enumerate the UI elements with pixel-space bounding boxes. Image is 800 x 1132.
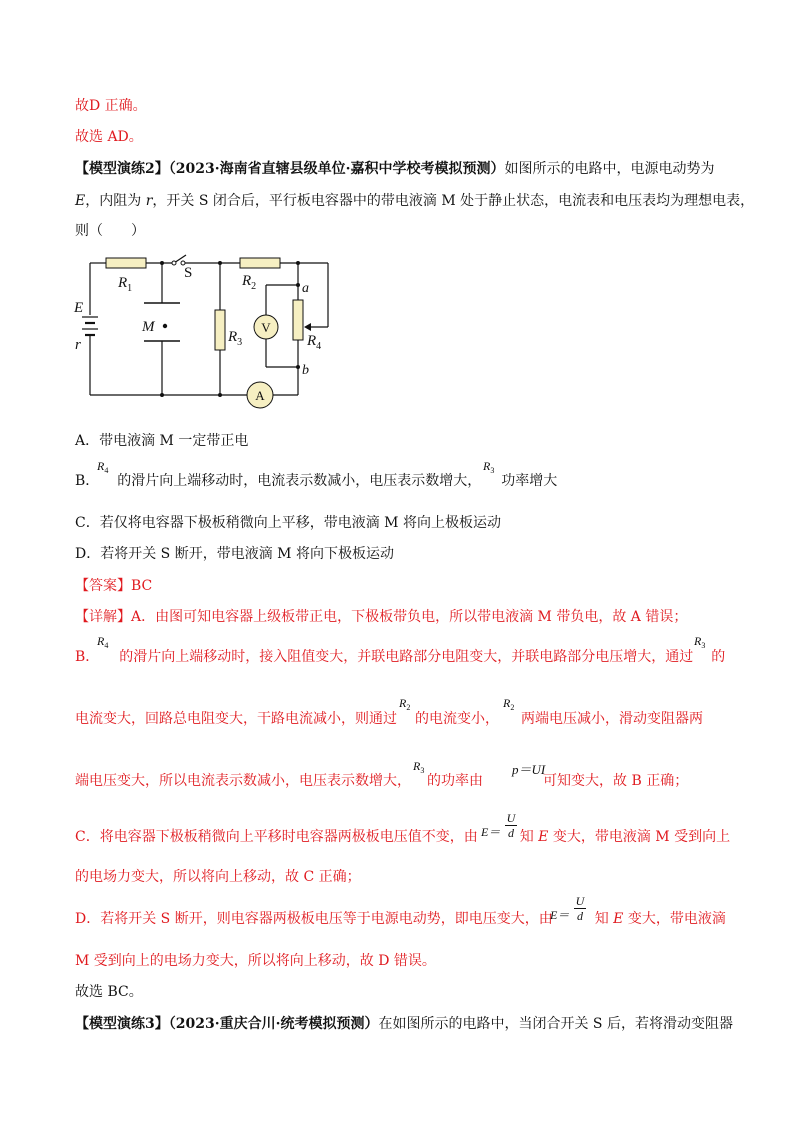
- detail-text: 变大，带电液滴 M 受到向上: [548, 829, 731, 845]
- question-2-line-3: 则（ ）: [75, 223, 145, 239]
- resistor-R4: [293, 300, 303, 340]
- circuit-diagram: [70, 245, 340, 415]
- detail-text: 电流变大，回路总电阻变大，干路电流减小，则通过: [75, 711, 397, 727]
- detail-text: 的电流变小，: [415, 711, 499, 727]
- detail-a: [75, 608, 687, 626]
- formula-U-over-d: U d: [575, 894, 585, 923]
- detail-text: 知: [594, 911, 614, 927]
- detail-text: 的滑片向上端移动时，接入阻值变大，并联电路部分电阻变大，并联电路部分电压增大，通过: [119, 649, 694, 665]
- junction: [218, 261, 222, 265]
- question-2-line-2: [75, 192, 754, 210]
- formula-U-over-d: U d: [506, 811, 516, 840]
- symbol-R4: $R_4$: [97, 459, 109, 475]
- question-text: 在如图所示的电路中，当闭合开关 S 后，若将滑动变阻器: [378, 1016, 733, 1032]
- formula-E-lhs: E＝: [550, 908, 570, 922]
- question-tag: 【模型演练3】: [75, 1016, 169, 1032]
- option-b-prefix: B．: [75, 473, 100, 489]
- detail-b-line-2: [75, 710, 703, 728]
- label-R2: $R_2$: [242, 273, 257, 292]
- question-3-line-1: [75, 1015, 733, 1033]
- question-source: （2023·重庆合川·统考模拟预测）: [168, 1016, 379, 1032]
- label-R3: $R_3$: [228, 329, 243, 348]
- detail-b-line-1: [75, 648, 725, 666]
- junction: [218, 393, 222, 397]
- symbol-E: E: [613, 911, 624, 927]
- label-b: b: [302, 363, 309, 378]
- question-text: ，开关 S 闭合后，平行板电容器中的带电液滴 M 处于静止状态，电流表和电压表均为理想电表，: [152, 193, 755, 209]
- symbol-R4: $R_4$: [97, 634, 109, 650]
- formula-E-lhs: E＝: [481, 825, 501, 839]
- symbol-R3: $R_3$: [483, 459, 495, 475]
- label-S: S: [184, 265, 193, 281]
- switch-contact: [172, 261, 176, 265]
- detail-text: 端电压变大，所以电流表示数减小，电压表示数增大，: [75, 773, 411, 789]
- slider-arrow: [304, 323, 311, 331]
- symbol-E: E: [75, 193, 86, 209]
- label-a: a: [302, 281, 309, 296]
- question-text: ，内阻为: [85, 193, 146, 209]
- droplet-M: [163, 324, 167, 328]
- label-r: r: [75, 337, 81, 353]
- answer: 【答案】BC: [75, 578, 153, 594]
- option-d: D．若将开关 S 断开，带电液滴 M 将向下极板运动: [75, 546, 394, 562]
- question-text: 如图所示的电路中，电源电动势为: [504, 161, 715, 177]
- detail-text: C．将电容器下极板稍微向上平移时电容器两极板电压值不变，由: [75, 829, 478, 845]
- junction: [296, 261, 300, 265]
- option-a: A．带电液滴 M 一定带正电: [75, 433, 249, 449]
- option-b-text: 的滑片向上端移动时，电流表示数减小，电压表示数增大，: [117, 473, 482, 489]
- symbol-R2: $R_2$: [503, 696, 515, 712]
- final-answer: 故选 BC。: [75, 984, 143, 1000]
- junction: [160, 393, 164, 397]
- label-R4: $R_4$: [307, 333, 322, 352]
- detail-text: 可知变大，故 B 正确；: [543, 773, 689, 789]
- question-source: （2023·海南省直辖县级单位·嘉积中学校考模拟预测）: [168, 161, 505, 177]
- detail-text: B．: [75, 649, 100, 665]
- detail-c-line-2: 的电场力变大，所以将向上移动，故 C 正确；: [75, 869, 361, 885]
- label-E: E: [74, 300, 84, 316]
- junction-b: [296, 365, 300, 369]
- label-M: M: [142, 319, 155, 335]
- symbol-r: r: [145, 193, 153, 209]
- detail-d-line-2: M 受到向上的电场力变大，所以将向上移动，故 D 错误。: [75, 953, 436, 969]
- voltmeter-label: V: [261, 320, 271, 335]
- detail-text: 两端电压减小，滑动变阻器两: [521, 711, 703, 727]
- detail-text: A．由图可知电容器上级板带正电，下极板带负电，所以带电液滴 M 带负电，故 A 错误；: [131, 609, 688, 625]
- detail-text: 的: [711, 649, 726, 665]
- option-b: [75, 472, 557, 490]
- symbol-R3: $R_3$: [413, 759, 425, 775]
- resistor-R3: [215, 310, 225, 350]
- junction-a: [296, 283, 300, 287]
- detail-text: 变大，带电液滴: [623, 911, 726, 927]
- resistor-R1: [106, 258, 146, 268]
- ammeter-label: A: [255, 388, 265, 403]
- question-tag: 【模型演练2】: [75, 161, 169, 177]
- formula-power: p＝UI: [512, 762, 546, 777]
- option-b-text-end: 功率增大: [501, 473, 558, 489]
- detail-text: D．若将开关 S 断开，则电容器两极板电压等于电源电动势，即电压变大，由: [75, 911, 553, 927]
- symbol-R2: $R_2$: [399, 696, 411, 712]
- question-2-line-1: [75, 160, 714, 178]
- option-c: C．若仅将电容器下极板稍微向上平移，带电液滴 M 将向上极板运动: [75, 515, 501, 531]
- detail-text: 的功率由: [427, 773, 483, 789]
- symbol-E: E: [538, 829, 549, 845]
- detail-tag: 【详解】: [75, 609, 131, 625]
- resistor-R2: [240, 258, 280, 268]
- detail-text: 知: [519, 829, 539, 845]
- label-R1: $R_1$: [118, 275, 133, 294]
- text-line: 故选 AD。: [75, 129, 143, 145]
- detail-d-line-1: [75, 910, 726, 928]
- detail-b-line-3: [75, 772, 688, 790]
- symbol-R3: $R_3$: [694, 634, 706, 650]
- junction: [160, 261, 164, 265]
- text-line: 故D 正确。: [75, 98, 147, 114]
